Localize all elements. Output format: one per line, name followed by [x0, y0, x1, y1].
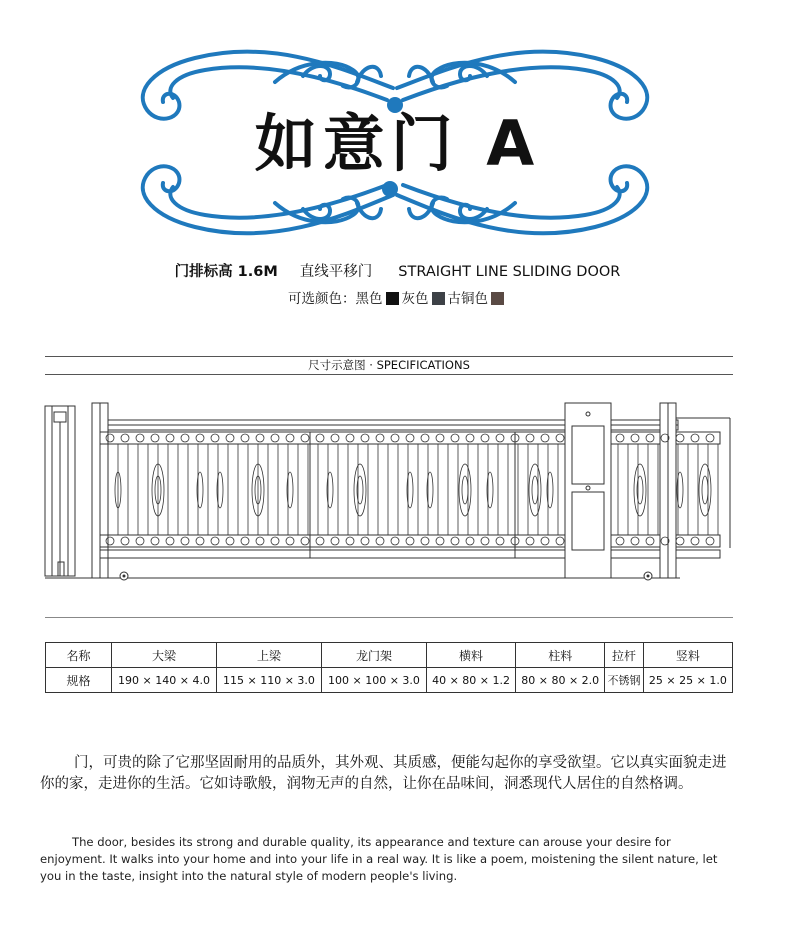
gate-rosette [406, 434, 414, 442]
table-cell: 不锈钢 [605, 668, 643, 693]
gate-rosette [691, 537, 699, 545]
gate-rosette [286, 537, 294, 545]
gate-rosette [706, 434, 714, 442]
gate-rosette [286, 434, 294, 442]
gate-rosette [346, 537, 354, 545]
gate-rosette [541, 434, 549, 442]
gate-rosette [616, 537, 624, 545]
table-cell: 25 × 25 × 1.0 [643, 668, 732, 693]
table-cell: 40 × 80 × 1.2 [426, 668, 515, 693]
table-cell: 柱料 [516, 643, 605, 668]
page-title: 如意门 A [254, 107, 541, 180]
spec-header: 尺寸示意图 · SPECIFICATIONS [45, 356, 733, 375]
gate-rosette [646, 537, 654, 545]
gate-rosette [481, 537, 489, 545]
gate-rosette [166, 434, 174, 442]
gate-rosette [256, 537, 264, 545]
table-row [46, 643, 733, 668]
gate-rosette [376, 434, 384, 442]
gate-rosette [256, 434, 264, 442]
gate-rosette [211, 434, 219, 442]
subtitle [0, 260, 795, 281]
color-swatch-bronze [491, 292, 504, 305]
color-name-gray: 灰色 [401, 291, 429, 307]
gate-drawing [40, 398, 740, 588]
gate-rosette [196, 537, 204, 545]
gate-rosette [331, 537, 339, 545]
gate-rosette [451, 434, 459, 442]
gate-rosette [136, 537, 144, 545]
gate-rosette [151, 537, 159, 545]
table-row [46, 668, 733, 693]
gate-rosette [541, 537, 549, 545]
gate-ornament [462, 476, 468, 504]
gate-rosette [271, 537, 279, 545]
description-cn: 门，可贵的除了它那坚固耐用的品质外，其外观、其质感，便能勾起你的享受欲望。它以真实面貌走进你的家，走进你的生活。它如诗歌般，润物无声的自然，让你在品味间，洞悉现代人居住的自然格调。 [40, 755, 727, 792]
gate-rosette [301, 434, 309, 442]
gate-rosette [526, 434, 534, 442]
gate-rosette [376, 537, 384, 545]
gate-rosette [271, 434, 279, 442]
table-cell: 115 × 110 × 3.0 [216, 668, 321, 693]
height-label: 门排标高 1.6M [174, 264, 278, 280]
gate-rosette [391, 434, 399, 442]
type-cn: 直线平移门 [299, 264, 373, 280]
gate-rosette [301, 537, 309, 545]
gate-rosette [181, 434, 189, 442]
table-cell: 大梁 [112, 643, 217, 668]
color-swatch-gray [432, 292, 445, 305]
color-options [0, 287, 795, 307]
gate-rosette [241, 537, 249, 545]
gate-rosette [226, 434, 234, 442]
table-cell: 80 × 80 × 2.0 [516, 668, 605, 693]
gate-rosette [121, 537, 129, 545]
gate-rosette [121, 434, 129, 442]
table-cell: 竖料 [643, 643, 732, 668]
gate-rosette [181, 537, 189, 545]
gate-rosette [106, 434, 114, 442]
gate-rosette [436, 434, 444, 442]
table-cell: 上梁 [216, 643, 321, 668]
gate-rosette [421, 434, 429, 442]
gate-rosette [106, 537, 114, 545]
gate-ornament [634, 464, 646, 516]
table-cell: 规格 [46, 668, 112, 693]
gate-rosette [466, 537, 474, 545]
table-cell: 拉杆 [605, 643, 643, 668]
description-en: The door, besides its strong and durable quality, its appearance and texture can arouse your desire for enjoyment. It walks into your home and into your life in a real way. It is like a poem, moistening the silent nature, let you in the taste, insight into the natural style of modern people's living. [40, 835, 718, 883]
gate-rosette [556, 537, 564, 545]
gate-rosette [361, 434, 369, 442]
gate-rosette [556, 434, 564, 442]
gate-rosette [676, 537, 684, 545]
gate-rosette [526, 537, 534, 545]
gate-rosette [406, 537, 414, 545]
gate-rosette [436, 537, 444, 545]
gate-rosette [166, 537, 174, 545]
gate-ornament [532, 476, 538, 504]
section-divider [45, 617, 733, 618]
gate-rosette [466, 434, 474, 442]
gate-rosette [331, 434, 339, 442]
gate-rosette [151, 434, 159, 442]
gate-rosette [211, 537, 219, 545]
gate-rosette [136, 434, 144, 442]
gate-rosette [346, 434, 354, 442]
gate-rosette [631, 537, 639, 545]
gate-ornament [699, 464, 711, 516]
type-en: STRAIGHT LINE SLIDING DOOR [398, 264, 621, 280]
table-cell: 100 × 100 × 3.0 [321, 668, 426, 693]
table-cell: 名称 [46, 643, 112, 668]
color-name-bronze: 古铜色 [447, 291, 488, 307]
color-swatch-black [386, 292, 399, 305]
gate-rosette [316, 434, 324, 442]
gate-rosette [691, 434, 699, 442]
gate-rosette [226, 537, 234, 545]
gate-rosette [496, 434, 504, 442]
gate-rosette [481, 434, 489, 442]
gate-rosette [451, 537, 459, 545]
gate-rosette [706, 537, 714, 545]
gate-rosette [361, 537, 369, 545]
gate-ornament [702, 476, 708, 504]
gate-rosette [646, 434, 654, 442]
spec-table [45, 642, 733, 693]
gate-rosette [316, 537, 324, 545]
gate-rosette [676, 434, 684, 442]
gate-rosette [196, 434, 204, 442]
gate-rosette [421, 537, 429, 545]
color-name-black: 黑色 [355, 291, 383, 307]
gate-rosette [631, 434, 639, 442]
gate-ornament [459, 464, 471, 516]
gate-rosette [616, 434, 624, 442]
gate-rosette [496, 537, 504, 545]
gate-rosette [391, 537, 399, 545]
color-label: 可选颜色： [288, 291, 356, 307]
table-cell: 190 × 140 × 4.0 [112, 668, 217, 693]
gate-ornament [354, 464, 366, 516]
table-cell: 龙门架 [321, 643, 426, 668]
table-cell: 横料 [426, 643, 515, 668]
gate-ornament [529, 464, 541, 516]
gate-rosette [241, 434, 249, 442]
